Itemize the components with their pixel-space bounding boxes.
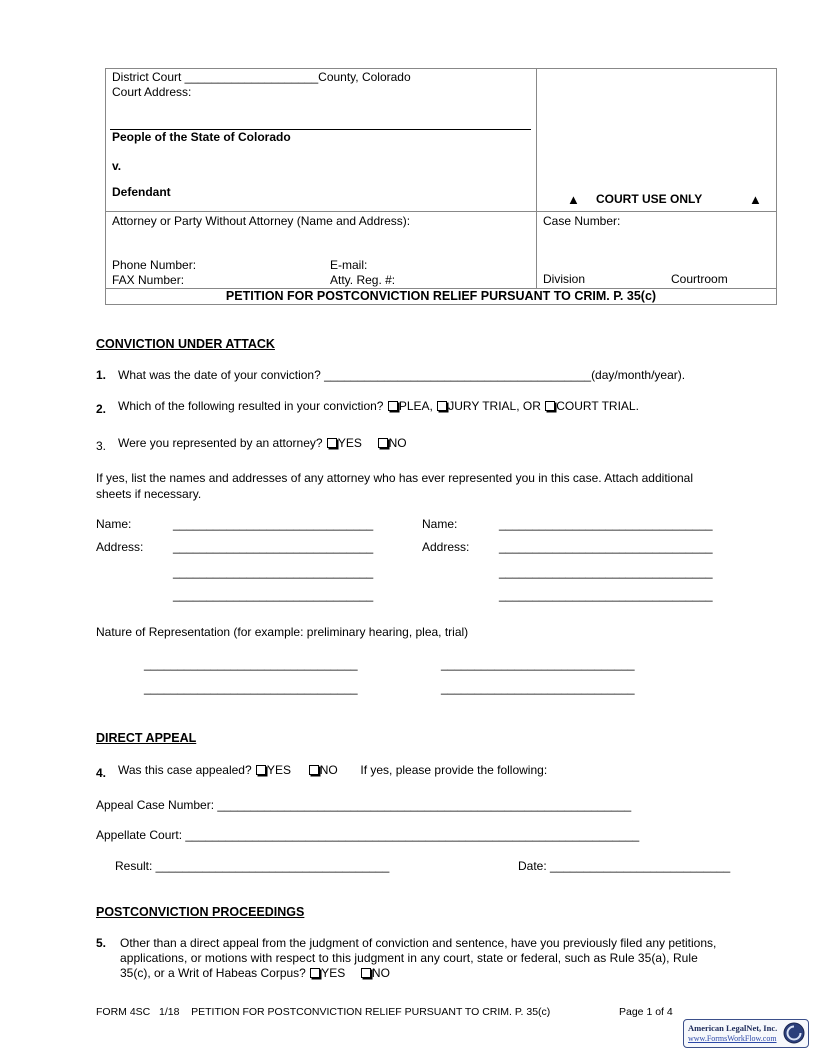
- footer-page-number: Page 1 of 4: [619, 1006, 673, 1018]
- q5-yes-checkbox[interactable]: [310, 968, 320, 978]
- q3-question: [118, 436, 407, 450]
- q5-line1: Other than a direct appeal from the judgment of conviction and sentence, have you previously filed any petitions,: [120, 936, 717, 950]
- section-postconviction-proceedings: POSTCONVICTION PROCEEDINGS: [96, 905, 305, 919]
- q2-number: 2.: [96, 402, 107, 416]
- case-number-label: Case Number:: [543, 214, 621, 228]
- phone-label: Phone Number:: [112, 258, 197, 272]
- q3-yes-checkbox[interactable]: [327, 438, 337, 448]
- fax-label: FAX Number:: [112, 273, 185, 287]
- q2-text: Which of the following resulted in your conviction?: [118, 399, 384, 413]
- attorney1-address-blank-3[interactable]: ______________________________: [173, 588, 374, 602]
- q4-text: Was this case appealed?: [118, 763, 252, 777]
- q3-number: 3.: [96, 439, 107, 453]
- court-address-label: Court Address:: [112, 85, 192, 99]
- q4-if-yes: If yes, please provide the following:: [360, 763, 548, 777]
- nature-blank-left-1[interactable]: ________________________________: [144, 657, 358, 671]
- courtroom-label: Courtroom: [671, 272, 728, 286]
- q4-yes-checkbox[interactable]: [256, 765, 266, 775]
- logo-company-name: American LegalNet, Inc.: [688, 1023, 778, 1033]
- attorney2-address-blank-1[interactable]: ________________________________: [499, 540, 713, 554]
- email-label: E-mail:: [330, 258, 368, 272]
- court-use-arrow-left-icon: ▲: [567, 192, 580, 207]
- american-legalnet-logo[interactable]: [683, 1019, 809, 1048]
- q2-plea-checkbox[interactable]: [388, 401, 398, 411]
- attorney1-address-blank-1[interactable]: ______________________________: [173, 540, 374, 554]
- q5-no-label: NO: [371, 966, 390, 980]
- q2-jury-trial-checkbox[interactable]: [437, 401, 447, 411]
- attorney1-address-blank-2[interactable]: ______________________________: [173, 565, 374, 579]
- q5-yes-label: YES: [321, 966, 346, 980]
- logo-url[interactable]: www.FormsWorkFlow.com: [688, 1034, 777, 1043]
- attorney2-address-blank-3[interactable]: ________________________________: [499, 588, 713, 602]
- court-use-arrow-right-icon: ▲: [749, 192, 762, 207]
- attorney2-name-label: Name:: [422, 517, 458, 531]
- q4-no-label: NO: [319, 763, 338, 777]
- attorney1-name-label: Name:: [96, 517, 132, 531]
- q2-plea-label: PLEA,: [398, 399, 433, 413]
- q3-no-checkbox[interactable]: [378, 438, 388, 448]
- attorney2-address-label: Address:: [422, 540, 470, 554]
- q3-no-label: NO: [388, 436, 407, 450]
- q3-note-line2: sheets if necessary.: [96, 487, 202, 501]
- people-label: People of the State of Colorado: [112, 130, 291, 144]
- attorney2-name-blank[interactable]: ________________________________: [499, 517, 713, 531]
- appeal-case-number-field[interactable]: Appeal Case Number: ______________________________________________________________: [96, 798, 632, 812]
- attorney1-name-blank[interactable]: ______________________________: [173, 517, 374, 531]
- nature-blank-right-2[interactable]: _____________________________: [441, 681, 635, 695]
- defendant-label: Defendant: [112, 185, 171, 199]
- q1-number: 1.: [96, 368, 107, 382]
- q3-yes-label: YES: [337, 436, 362, 450]
- q3-text: Were you represented by an attorney?: [118, 436, 323, 450]
- nature-blank-right-1[interactable]: _____________________________: [441, 657, 635, 671]
- section-direct-appeal: DIRECT APPEAL: [96, 731, 197, 745]
- footer-form-id: FORM 4SC 1/18 PETITION FOR POSTCONVICTION RELIEF PURSUANT TO CRIM. P. 35(c): [96, 1006, 551, 1018]
- q2-question: [118, 399, 639, 413]
- appeal-result-field[interactable]: Result: ___________________________________: [115, 859, 390, 873]
- q5-line2: applications, or motions with respect to this judgment in any court, state or federal, such as Rule 35(a), Rule: [120, 951, 698, 965]
- caption-divider-row1: [105, 211, 777, 212]
- q2-court-trial-checkbox[interactable]: [545, 401, 555, 411]
- q4-no-checkbox[interactable]: [309, 765, 319, 775]
- q4-number: 4.: [96, 766, 107, 780]
- court-use-only-label: COURT USE ONLY: [596, 192, 703, 206]
- logo-seal-icon: [783, 1022, 805, 1044]
- section-conviction-under-attack: CONVICTION UNDER ATTACK: [96, 337, 275, 351]
- division-label: Division: [543, 272, 586, 286]
- appeal-date-field[interactable]: Date: ___________________________: [518, 859, 731, 873]
- attorney-label: Attorney or Party Without Attorney (Name and Address):: [112, 214, 411, 228]
- q4-yes-label: YES: [266, 763, 291, 777]
- q1-text: What was the date of your conviction? ________________________________________(day/month/year).: [118, 368, 686, 382]
- caption-divider-vertical: [536, 68, 537, 288]
- atty-reg-label: Atty. Reg. #:: [330, 273, 396, 287]
- q5-line3: [120, 966, 390, 980]
- versus-label: v.: [112, 159, 122, 173]
- q2-jury-trial-label: JURY TRIAL, OR: [448, 399, 541, 413]
- caption-box: [105, 68, 777, 305]
- q5-number: 5.: [96, 936, 107, 950]
- q3-note-line1: If yes, list the names and addresses of any attorney who has ever represented you in this case. Attach additional: [96, 471, 694, 485]
- q5-line3-text: 35(c), or a Writ of Habeas Corpus?: [120, 966, 306, 980]
- q4-question: [118, 763, 547, 777]
- nature-blank-left-2[interactable]: ________________________________: [144, 681, 358, 695]
- appellate-court-field[interactable]: Appellate Court: ____________________________________________________________________: [96, 828, 640, 842]
- nature-of-representation-label: Nature of Representation (for example: preliminary hearing, plea, trial): [96, 625, 469, 639]
- district-court-line: District Court ____________________County, Colorado: [112, 70, 411, 84]
- petition-title: PETITION FOR POSTCONVICTION RELIEF PURSUANT TO CRIM. P. 35(c): [225, 289, 657, 303]
- attorney2-address-blank-2[interactable]: ________________________________: [499, 565, 713, 579]
- attorney1-address-label: Address:: [96, 540, 144, 554]
- q5-no-checkbox[interactable]: [361, 968, 371, 978]
- q2-court-trial-label: COURT TRIAL.: [556, 399, 639, 413]
